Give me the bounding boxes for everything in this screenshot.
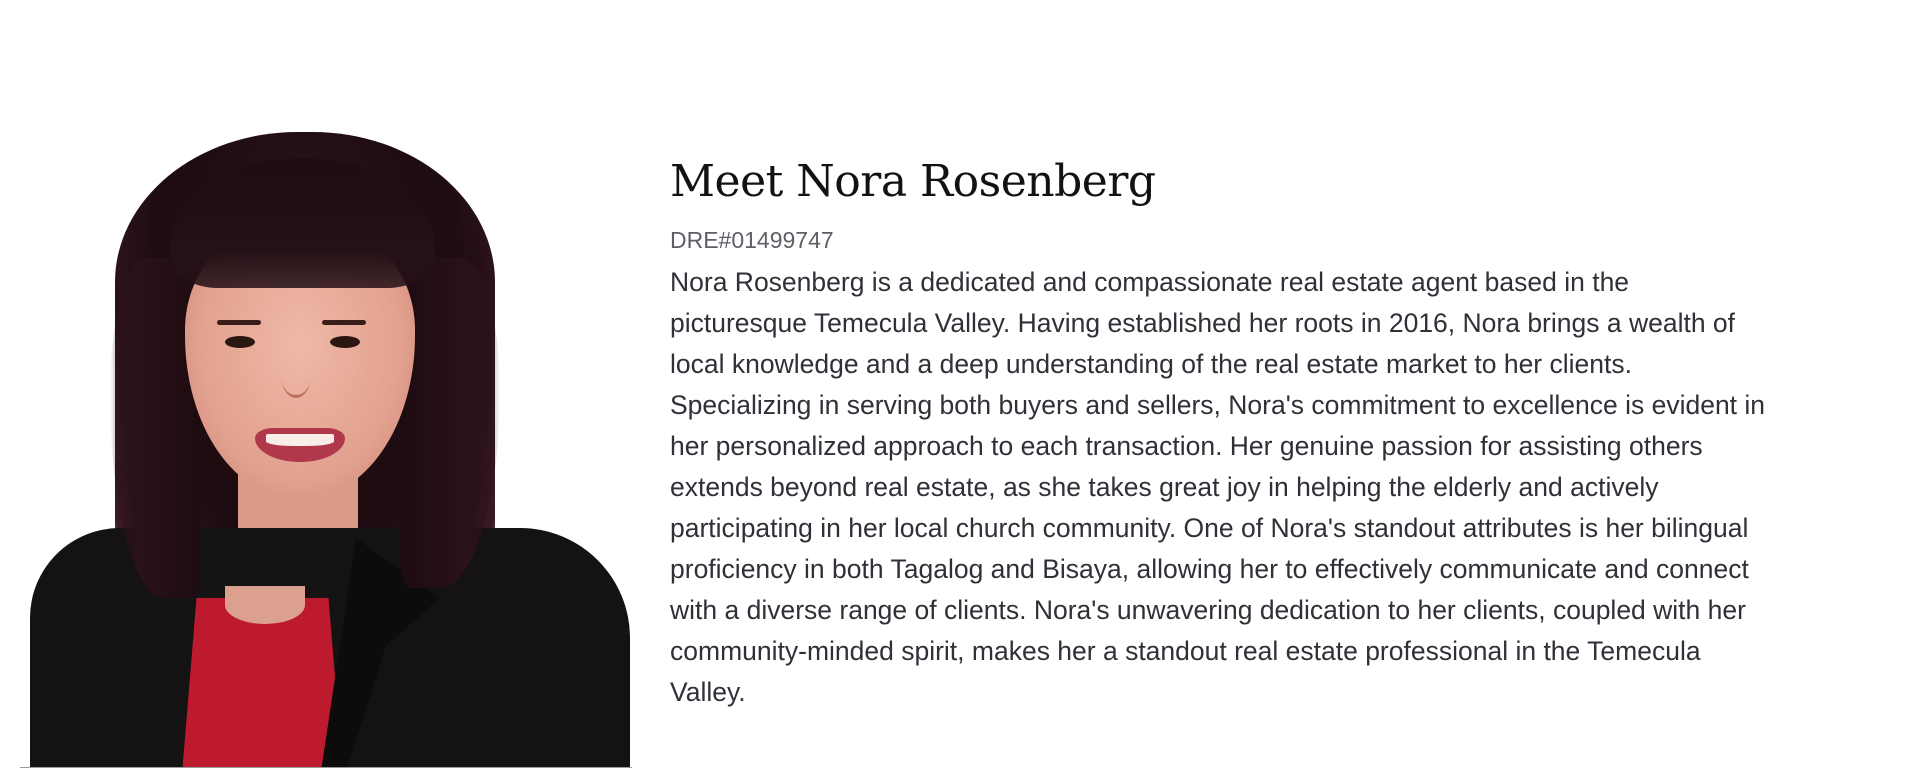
agent-photo — [20, 128, 632, 768]
photo-brow-left — [217, 320, 261, 325]
license-number: DRE#01499747 — [670, 227, 834, 253]
photo-brow-right — [322, 320, 366, 325]
agent-name-heading: Meet Nora Rosenberg — [670, 156, 1156, 207]
photo-eye-right — [330, 336, 360, 348]
photo-neckline — [225, 586, 305, 624]
photo-teeth — [266, 434, 334, 446]
photo-eye-left — [225, 336, 255, 348]
bio-content — [670, 150, 1780, 713]
photo-nose — [282, 360, 310, 398]
bio-paragraph: Nora Rosenberg is a dedicated and compassionate real estate agent based in the picturesque Temecula Valley. Having established her roots in 2016, Nora brings a wealth of local knowledge and a deep understanding of the real estate market to her clients. Specializing in serving both buyers and sellers, Nora's commitment to excellence is evident in her personalized approach to each transaction. Her genuine passion for assisting others extends beyond real estate, as she takes great joy in helping the elderly and actively participating in her local church community. One of Nora's standout attributes is her bilingual proficiency in both Tagalog and Bisaya, allowing her to effectively communicate and connect with a diverse range of clients. Nora's unwavering dedication to her clients, coupled with her community-minded spirit, makes her a standout real estate professional in the Temecula Valley. — [670, 267, 1766, 707]
